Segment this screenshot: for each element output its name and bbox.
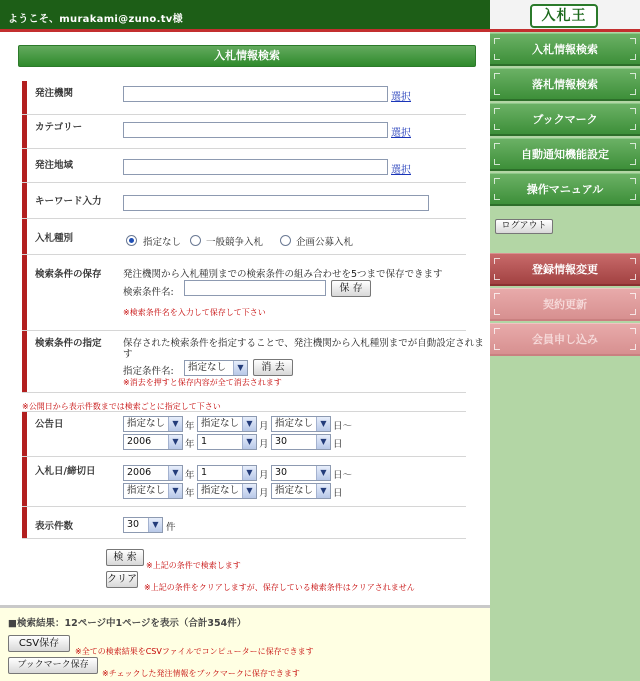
display-count-select[interactable]: 30 ▼ <box>123 517 163 533</box>
row-marker <box>22 219 27 254</box>
row-marker <box>22 255 27 330</box>
bookmark-save-button[interactable]: ブックマーク保存 <box>8 657 98 674</box>
row-display-count <box>22 507 466 539</box>
results-panel <box>0 605 490 681</box>
logo <box>490 0 640 32</box>
row-region <box>22 149 466 183</box>
announce-from-year[interactable]: 指定なし ▼ <box>123 416 183 432</box>
bid-to-year[interactable]: 指定なし ▼ <box>123 483 183 499</box>
year-unit: 年 <box>185 439 195 450</box>
nav-label: ブックマーク <box>532 113 598 126</box>
chevron-down-icon: ▼ <box>242 417 256 431</box>
specified-name-label: 指定条件名: <box>123 366 174 377</box>
row-bid-type <box>22 219 466 255</box>
row-specify-conditions <box>22 331 484 393</box>
nav-auto-notify[interactable] <box>490 138 640 171</box>
condition-name-label: 検索条件名: <box>123 287 174 298</box>
radio-none[interactable] <box>126 235 137 246</box>
announce-to-month[interactable]: 1 ▼ <box>197 434 257 450</box>
count-unit: 件 <box>166 522 176 533</box>
logout-button[interactable]: ログアウト <box>495 219 553 234</box>
row-category <box>22 115 466 149</box>
nav-label: 操作マニュアル <box>526 183 604 196</box>
nav-bookmark[interactable] <box>490 103 640 136</box>
day-tilde-unit: 日～ <box>333 470 353 481</box>
top-bar <box>0 0 490 32</box>
bid-from-month[interactable]: 1 ▼ <box>197 465 257 481</box>
chevron-down-icon: ▼ <box>168 417 182 431</box>
form-title: 入札情報検索 <box>18 45 476 67</box>
row-announce-date <box>22 411 466 457</box>
row-marker <box>22 457 27 506</box>
nav-account-edit[interactable] <box>490 253 640 286</box>
month-unit: 月 <box>259 470 269 481</box>
delete-conditions-button[interactable]: 消 去 <box>253 359 293 376</box>
day-unit: 日 <box>333 439 343 450</box>
category-label: カテゴリー <box>35 122 83 133</box>
month-unit: 月 <box>259 439 269 450</box>
clear-button[interactable]: クリア <box>106 571 138 588</box>
chevron-down-icon: ▼ <box>168 466 182 480</box>
nav-label: 契約更新 <box>543 298 587 311</box>
sidebar <box>490 0 640 681</box>
category-input[interactable] <box>123 122 388 138</box>
row-marker <box>22 81 27 114</box>
specify-conditions-label: 検索条件の指定 <box>35 338 102 349</box>
month-unit: 月 <box>259 488 269 499</box>
save-conditions-note: ※検索条件名を入力して保存して下さい <box>123 308 266 317</box>
logo-mark: 入札王 <box>530 4 598 28</box>
nav-manual[interactable] <box>490 173 640 206</box>
agency-select-link[interactable]: 選択 <box>391 92 411 103</box>
category-select-link[interactable]: 選択 <box>391 128 411 139</box>
nav-label: 落札情報検索 <box>532 78 598 91</box>
announce-from-day[interactable]: 指定なし ▼ <box>271 416 331 432</box>
bid-date-label: 入札日/締切日 <box>35 466 96 477</box>
row-keyword <box>22 183 466 219</box>
bid-to-day[interactable]: 指定なし ▼ <box>271 483 331 499</box>
day-tilde-unit: 日～ <box>333 421 353 432</box>
nav-bid-search[interactable] <box>490 33 640 66</box>
bid-type-label: 入札種別 <box>35 233 74 244</box>
nav-label: 自動通知機能設定 <box>521 148 609 161</box>
search-note: ※上記の条件で検索します <box>146 561 241 570</box>
bookmark-note: ※チェックした発注情報をブックマークに保存できます <box>102 669 300 678</box>
announce-from-month[interactable]: 指定なし ▼ <box>197 416 257 432</box>
radio-general-label: 一般競争入札 <box>206 237 264 248</box>
row-marker <box>22 412 27 456</box>
region-label: 発注地域 <box>35 160 74 171</box>
chevron-down-icon: ▼ <box>233 361 247 375</box>
row-agency <box>22 81 466 115</box>
chevron-down-icon: ▼ <box>316 484 330 498</box>
nav-contract-renew[interactable] <box>490 288 640 321</box>
chevron-down-icon: ▼ <box>242 435 256 449</box>
chevron-down-icon: ▼ <box>242 484 256 498</box>
nav-label: 入札情報検索 <box>532 43 598 56</box>
csv-save-button[interactable]: CSV保存 <box>8 635 70 652</box>
agency-label: 発注機関 <box>35 88 74 99</box>
specify-conditions-description-wrap: す <box>123 349 133 360</box>
specify-conditions-description: 保存された検索条件を指定することで、発注機関から入札種別までが自動設定されま <box>123 338 484 349</box>
announce-date-label: 公告日 <box>35 419 64 430</box>
year-unit: 年 <box>185 470 195 481</box>
chevron-down-icon: ▼ <box>242 466 256 480</box>
year-unit: 年 <box>185 488 195 499</box>
save-conditions-description: 発注機関から入札種別までの検索条件の組み合わせを5つまで保存できます <box>123 269 443 280</box>
row-marker <box>22 183 27 218</box>
nav-label: 登録情報変更 <box>532 263 598 276</box>
date-note: ※公開日から表示件数までは検索ごとに指定して下さい <box>22 402 221 411</box>
bid-from-year[interactable]: 2006 ▼ <box>123 465 183 481</box>
clear-note: ※上記の条件をクリアしますが、保存している検索条件はクリアされません <box>144 583 415 592</box>
specified-name-select[interactable]: 指定なし ▼ <box>184 360 248 376</box>
agency-input[interactable] <box>123 86 388 102</box>
results-summary: ■検索結果：12ページ中1ページを表示（合計354件） <box>8 618 247 629</box>
chevron-down-icon: ▼ <box>316 466 330 480</box>
welcome-message: ようこそ、murakami@zuno.tv様 <box>8 14 183 25</box>
chevron-down-icon: ▼ <box>168 484 182 498</box>
chevron-down-icon: ▼ <box>316 435 330 449</box>
row-marker <box>22 331 27 392</box>
bid-from-day[interactable]: 30 ▼ <box>271 465 331 481</box>
save-conditions-label: 検索条件の保存 <box>35 269 102 280</box>
keyword-input[interactable] <box>123 195 429 211</box>
radio-none-label: 指定なし <box>143 237 182 248</box>
specify-conditions-note: ※消去を押すと保存内容が全て消去されます <box>123 378 282 387</box>
keyword-label: キーワード入力 <box>35 196 102 207</box>
day-unit: 日 <box>333 488 343 499</box>
search-form <box>0 35 490 605</box>
radio-general[interactable] <box>190 235 201 246</box>
nav-award-search[interactable] <box>490 68 640 101</box>
radio-proposal-label: 企画公募入札 <box>296 237 354 248</box>
chevron-down-icon: ▼ <box>168 435 182 449</box>
row-marker <box>22 507 27 538</box>
condition-name-input[interactable] <box>184 280 326 296</box>
row-marker <box>22 149 27 182</box>
display-count-label: 表示件数 <box>35 521 74 532</box>
region-input[interactable] <box>123 159 388 175</box>
row-bid-date <box>22 457 466 507</box>
bid-to-month[interactable]: 指定なし ▼ <box>197 483 257 499</box>
row-save-conditions <box>22 255 466 331</box>
search-button[interactable]: 検 索 <box>106 549 144 566</box>
save-condition-button[interactable]: 保 存 <box>331 280 371 297</box>
region-select-link[interactable]: 選択 <box>391 165 411 176</box>
row-marker <box>22 115 27 148</box>
radio-proposal[interactable] <box>280 235 291 246</box>
announce-to-day[interactable]: 30 ▼ <box>271 434 331 450</box>
csv-note: ※全ての検索結果をCSVファイルでコンピューターに保存できます <box>75 647 314 656</box>
nav-label: 会員申し込み <box>532 333 598 346</box>
month-unit: 月 <box>259 421 269 432</box>
year-unit: 年 <box>185 421 195 432</box>
announce-to-year[interactable]: 2006 ▼ <box>123 434 183 450</box>
chevron-down-icon: ▼ <box>148 518 162 532</box>
chevron-down-icon: ▼ <box>316 417 330 431</box>
nav-member-apply[interactable] <box>490 323 640 356</box>
